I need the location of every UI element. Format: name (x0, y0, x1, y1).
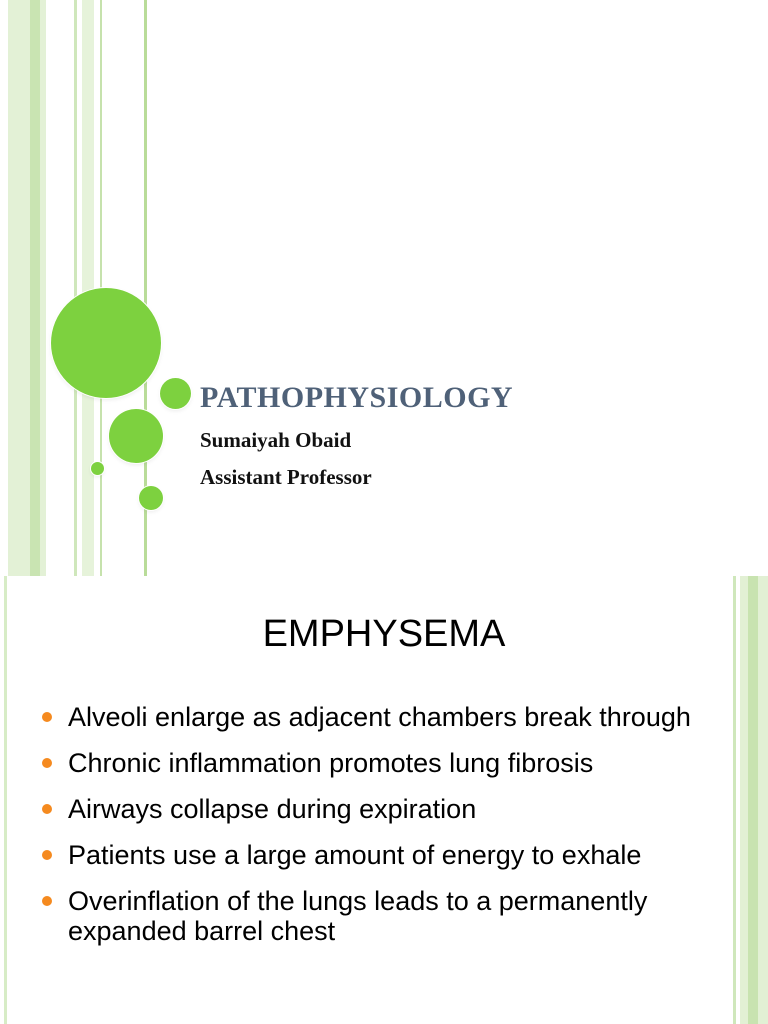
bullet-dot-icon (42, 804, 52, 814)
presenter-role: Assistant Professor (200, 465, 372, 489)
decorative-circle-icon (91, 462, 104, 475)
bullet-list (40, 702, 720, 962)
list-item (40, 794, 720, 824)
content-slide (0, 576, 768, 1024)
decor-line (82, 0, 94, 576)
decorative-circle-icon (160, 378, 191, 409)
list-item (40, 748, 720, 778)
decor-line (74, 0, 77, 576)
decor-band (30, 0, 40, 576)
slide-title: PATHOPHYSIOLOGY (200, 381, 514, 414)
list-item (40, 886, 720, 946)
bullet-text: Chronic inflammation promotes lung fibrosis (68, 748, 594, 778)
list-item (40, 840, 720, 870)
bullet-dot-icon (42, 896, 52, 906)
bullet-dot-icon (42, 850, 52, 860)
presenter-name: Sumaiyah Obaid (200, 428, 352, 452)
slide-heading: EMPHYSEMA (262, 613, 506, 655)
bullet-text: Overinflation of the lungs leads to a permanently expanded barrel chest (68, 886, 648, 946)
bullet-text: Patients use a large amount of energy to exhale (68, 840, 642, 870)
bullet-text: Airways collapse during expiration (68, 794, 477, 824)
decorative-circle-icon (109, 409, 163, 463)
decorative-circle-icon (139, 486, 163, 510)
decorative-circle-icon (51, 288, 161, 398)
bullet-dot-icon (42, 758, 52, 768)
bullet-text: Alveoli enlarge as adjacent chambers break through (68, 702, 691, 732)
decor-band (8, 0, 46, 576)
list-item (40, 702, 720, 732)
bullet-dot-icon (42, 712, 52, 722)
